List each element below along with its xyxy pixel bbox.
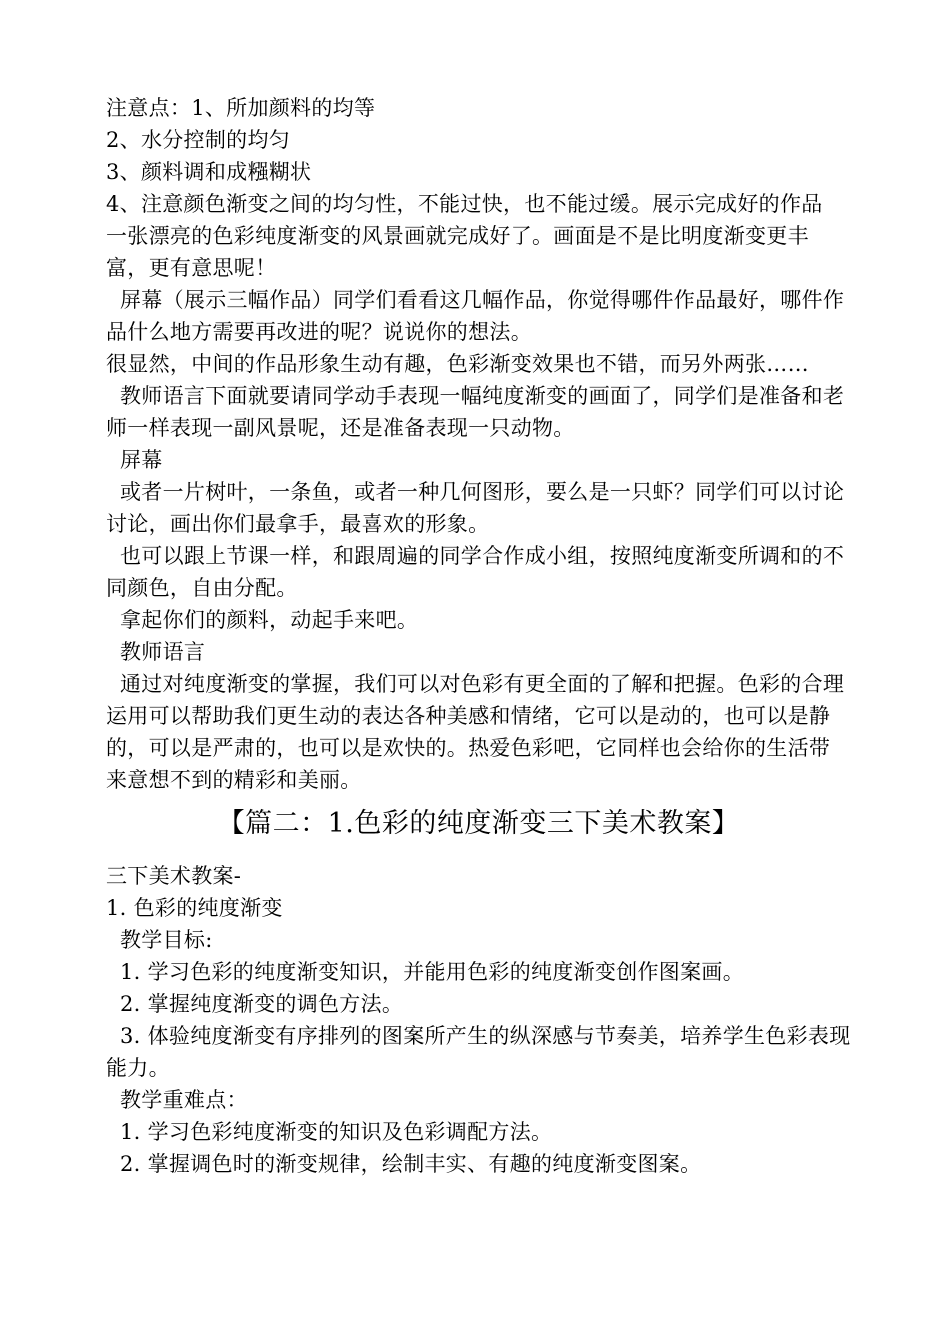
teaching-goals-label: 教学目标: [120, 928, 213, 952]
document-body [106, 92, 851, 1180]
paragraph-screen: 屏幕 [120, 448, 163, 472]
paragraph-screen-works: 屏幕（展示三幅作品）同学们看看这几幅作品，你觉得哪件作品最好，哪件作品什么地方需要再改进的呢？说说你的想法。 [106, 288, 845, 344]
paragraph-obviously: 很显然，中间的作品形象生动有趣，色彩渐变效果也不错，而另外两张…… [106, 352, 809, 376]
lesson-plan-title: 三下美术教案- [106, 864, 242, 888]
key-point-2: 2. 掌握调色时的渐变规律，绘制丰实、有趣的纯度渐变图案。 [120, 1152, 702, 1176]
note-line-2: 2、水分控制的均匀 [106, 128, 291, 152]
key-point-1: 1. 学习色彩纯度渐变的知识及色彩调配方法。 [120, 1120, 553, 1144]
goal-item-3: 3. 体验纯度渐变有序排列的图案所产生的纵深感与节奏美，培养学生色彩表现能力。 [106, 1024, 851, 1080]
paragraph-teacher-talk-2: 教师语言 [120, 640, 206, 664]
paragraph-conclusion: 通过对纯度渐变的掌握，我们可以对色彩有更全面的了解和把握。色彩的合理运用可以帮助我们更生动的表达各种美感和情绪，它可以是动的，也可以是静的，可以是严肃的，也可以是欢快的。热爱色彩吧，它同样也会给你的生活带来意想不到的精彩和美丽。 [106, 672, 845, 792]
paragraph-landscape: 一张漂亮的色彩纯度渐变的风景画就完成好了。画面是不是比明度渐变更丰富，更有意思呢！ [106, 224, 809, 280]
goal-item-1: 1. 学习色彩的纯度渐变知识，并能用色彩的纯度渐变创作图案画。 [120, 960, 745, 984]
section-heading: 【篇二：1.色彩的纯度渐变三下美术教案】 [217, 808, 740, 839]
note-line-3: 3、颜料调和成糨糊状 [106, 160, 312, 184]
key-points-label: 教学重难点： [120, 1088, 248, 1112]
note-line-1: 注意点：1、所加颜料的均等 [106, 96, 376, 120]
paragraph-teacher-talk-1: 教师语言下面就要请同学动手表现一幅纯度渐变的画面了，同学们是准备和老师一样表现一副风景呢，还是准备表现一只动物。 [106, 384, 845, 440]
note-line-4: 4、注意颜色渐变之间的均匀性，不能过快，也不能过缓。展示完成好的作品 [106, 192, 823, 216]
paragraph-pick-paint: 拿起你们的颜料，动起手来吧。 [120, 608, 419, 632]
paragraph-group-work: 也可以跟上节课一样，和跟周遍的同学合作成小组，按照纯度渐变所调和的不同颜色，自由分配。 [106, 544, 845, 600]
goal-item-2: 2. 掌握纯度渐变的调色方法。 [120, 992, 404, 1016]
paragraph-leaf-fish: 或者一片树叶，一条鱼，或者一种几何图形，要么是一只虾？同学们可以讨论讨论，画出你们最拿手，最喜欢的形象。 [106, 480, 845, 536]
lesson-title: 1. 色彩的纯度渐变 [106, 896, 283, 920]
